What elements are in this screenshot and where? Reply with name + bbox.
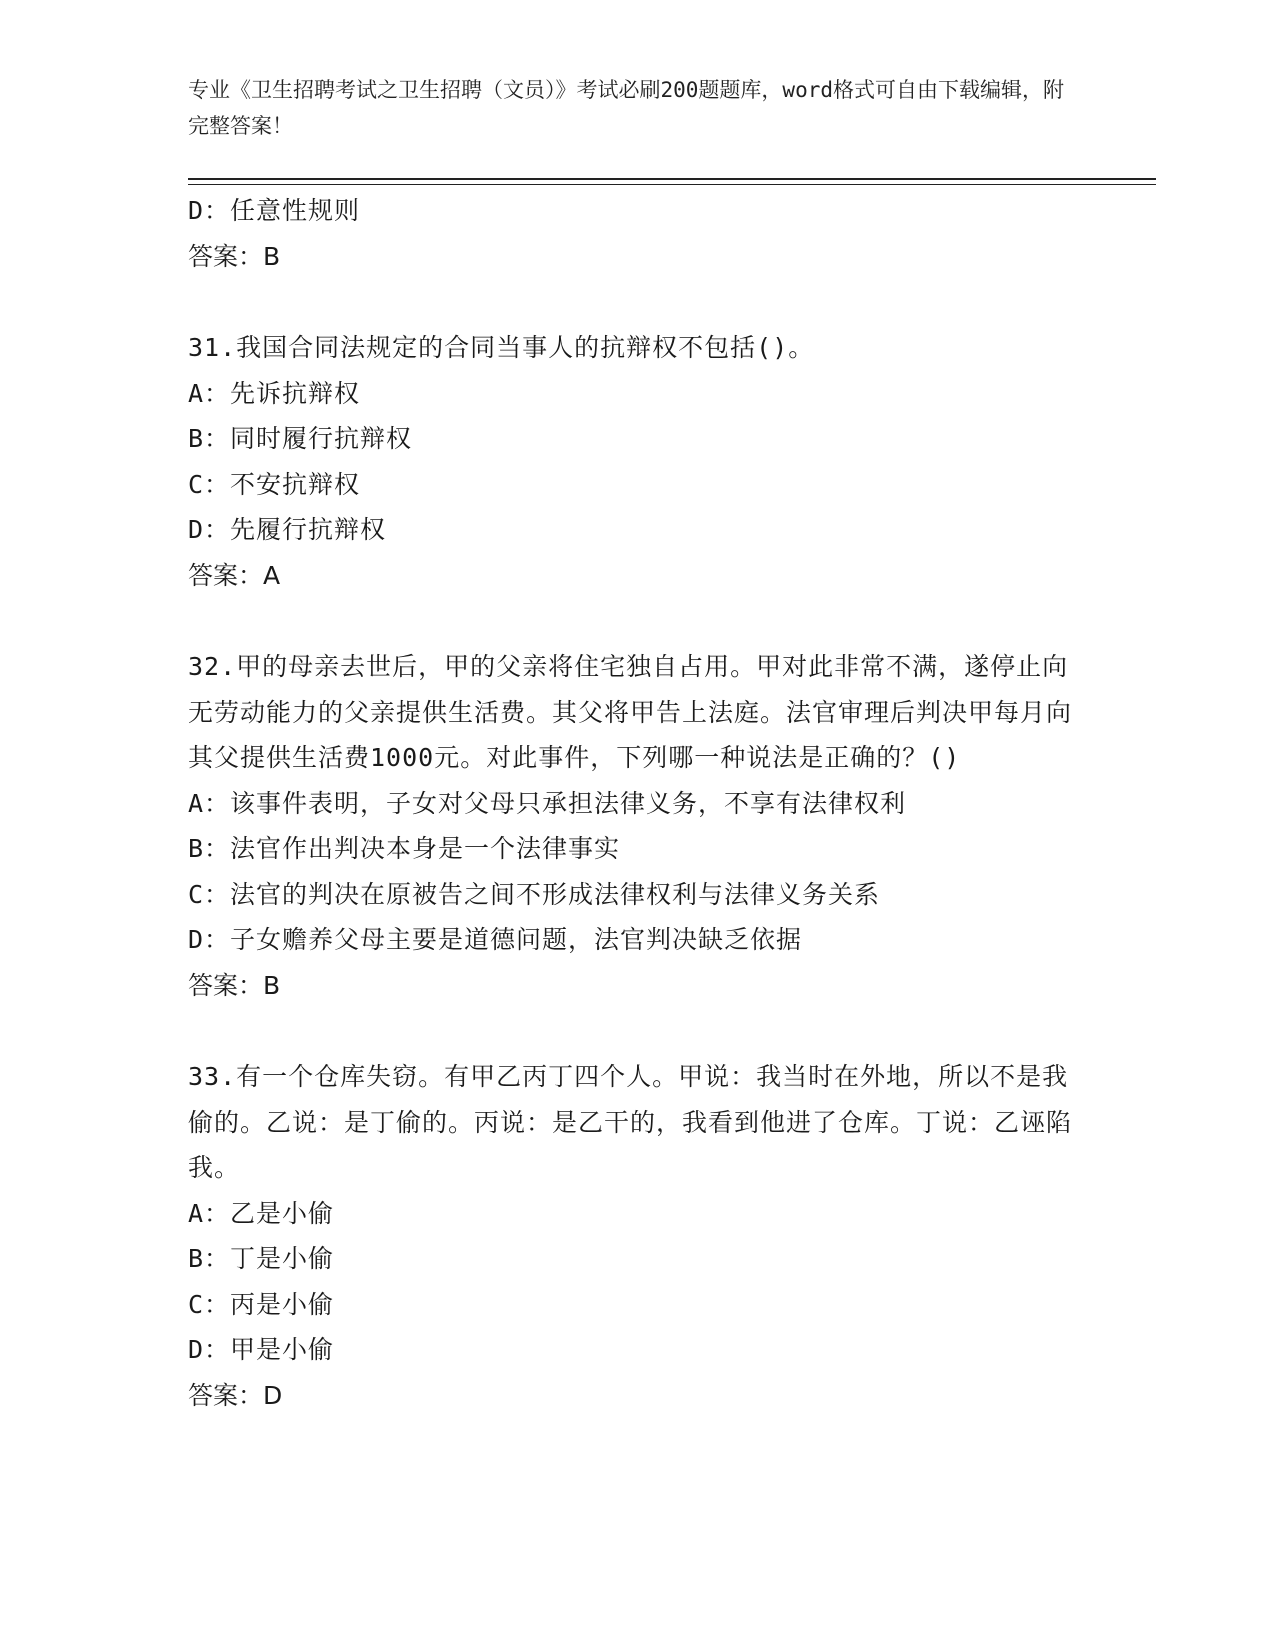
header-divider — [188, 178, 1156, 180]
prev-option-d: D：任意性规则 — [188, 196, 361, 225]
option-c: C：法官的判决在原被告之间不形成法律权利与法律义务关系 — [188, 879, 881, 909]
option-a: A：该事件表明，子女对父母只承担法律义务，不享有法律权利 — [188, 788, 907, 818]
question-content — [188, 188, 1088, 1418]
page-header: 专业《卫生招聘考试之卫生招聘（文员）》考试必刷200题题库，word格式可自由下载编辑，附完整答案！ — [188, 78, 1064, 138]
question-31 — [188, 325, 1088, 598]
option-c: C：不安抗辩权 — [188, 469, 361, 499]
option-d: D：先履行抗辩权 — [188, 515, 387, 544]
prev-answer: 答案：B — [188, 241, 281, 271]
question-32 — [188, 644, 1088, 1008]
answer: 答案：B — [188, 970, 281, 1000]
option-a: A：乙是小偷 — [188, 1198, 335, 1228]
answer: 答案：A — [188, 560, 281, 590]
question-33 — [188, 1054, 1088, 1418]
option-d: D：甲是小偷 — [188, 1335, 335, 1364]
option-b: B：同时履行抗辩权 — [188, 424, 413, 453]
option-a: A：先诉抗辩权 — [188, 378, 361, 408]
option-d: D：子女赡养父母主要是道德问题，法官判决缺乏依据 — [188, 925, 803, 954]
option-b: B：法官作出判决本身是一个法律事实 — [188, 834, 621, 863]
question-stem: 32.甲的母亲去世后，甲的父亲将住宅独自占用。甲对此非常不满，遂停止向无劳动能力的父亲提供生活费。其父将甲告上法庭。法官审理后判决甲每月向其父提供生活费1000元。对此事件，下列哪一种说法是正确的？() — [188, 652, 1073, 772]
question-stem: 31.我国合同法规定的合同当事人的抗辩权不包括()。 — [188, 333, 815, 362]
option-c: C：丙是小偷 — [188, 1289, 335, 1319]
option-b: B：丁是小偷 — [188, 1244, 335, 1273]
header-divider-thin — [188, 184, 1156, 185]
answer: 答案：D — [188, 1380, 283, 1410]
question-stem: 33.有一个仓库失窃。有甲乙丙丁四个人。甲说：我当时在外地，所以不是我偷的。乙说：是丁偷的。丙说：是乙干的，我看到他进了仓库。丁说：乙诬陷我。 — [188, 1062, 1073, 1182]
